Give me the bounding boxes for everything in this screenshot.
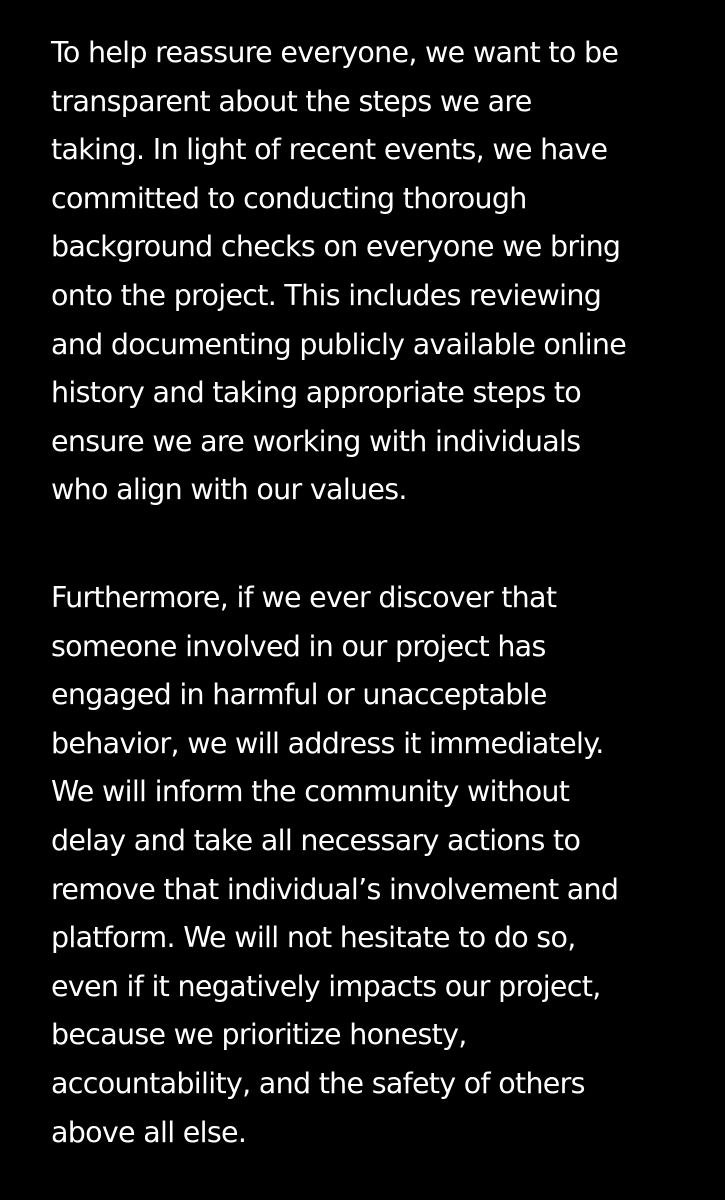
statement-paragraph-2	[51, 574, 721, 1157]
text-line: To help reassure everyone, we want to be	[51, 36, 619, 69]
text-line: background checks on everyone we bring	[51, 230, 621, 264]
text-line: onto the project. This includes reviewing	[51, 278, 602, 312]
text-line: even if it negatively impacts our project,	[51, 969, 601, 1003]
text-line: and documenting publicly available online	[51, 327, 627, 361]
text-line: committed to conducting thorough	[51, 181, 527, 215]
text-line: engaged in harmful or unacceptable	[51, 678, 547, 712]
text-line: who align with our values.	[51, 473, 407, 507]
text-line: behavior, we will address it immediately.	[51, 726, 604, 760]
text-line: history and taking appropriate steps to	[51, 376, 582, 410]
text-line: remove that individual’s involvement and	[51, 872, 619, 906]
text-line: accountability, and the safety of others	[51, 1066, 585, 1100]
text-line: because we prioritize honesty,	[51, 1018, 467, 1052]
text-line: transparent about the steps we are	[51, 84, 532, 118]
text-line: taking. In light of recent events, we have	[51, 133, 608, 167]
text-line: someone involved in our project has	[51, 629, 546, 663]
statement-paragraph-1	[51, 29, 721, 515]
text-line: ensure we are working with individuals	[51, 424, 581, 458]
text-line: Furthermore, if we ever discover that	[51, 581, 557, 614]
text-line: We will inform the community without	[51, 775, 570, 809]
text-line: delay and take all necessary actions to	[51, 823, 581, 857]
text-line: above all else.	[51, 1115, 247, 1149]
text-line: platform. We will not hesitate to do so,	[51, 921, 576, 955]
